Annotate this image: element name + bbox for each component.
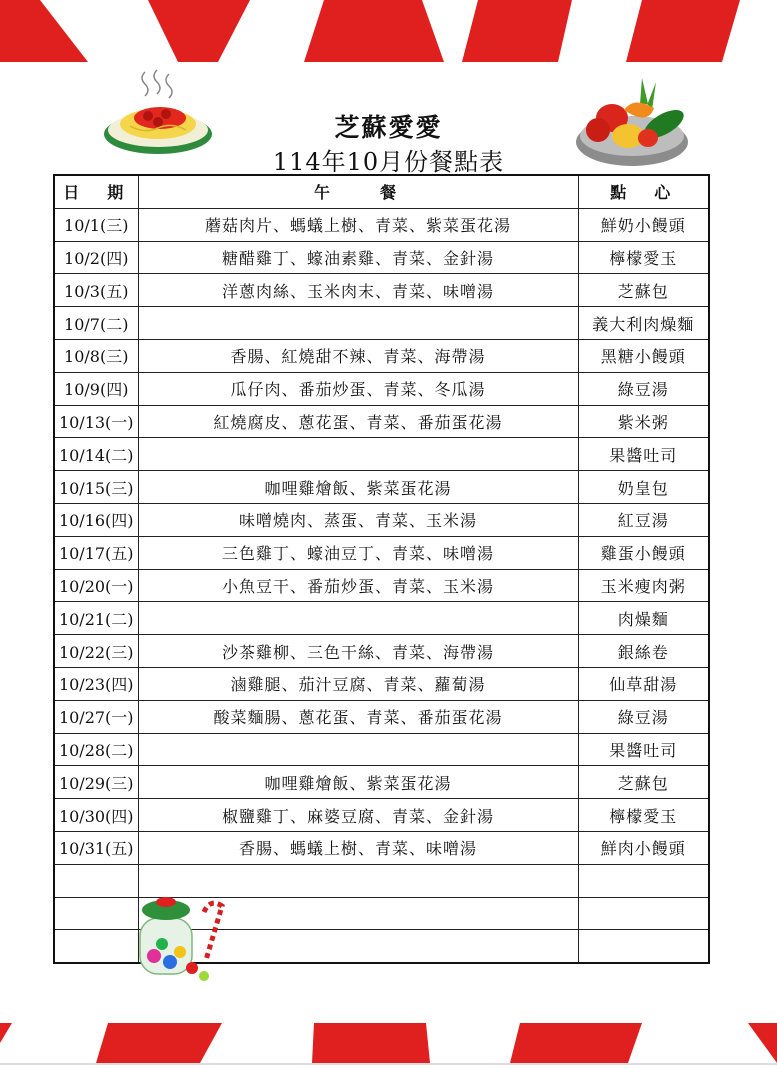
date-cell: 10/13(一) [54,405,138,438]
date-cell [54,930,138,963]
lunch-cell: 椒鹽雞丁、麻婆豆腐、青菜、金針湯 [138,799,578,832]
lunch-cell [138,307,578,340]
date-cell: 10/27(一) [54,700,138,733]
snack-cell: 奶皇包 [578,471,709,504]
date-cell: 10/31(五) [54,831,138,864]
header-date: 日 期 [54,175,138,208]
snack-cell: 黑糖小饅頭 [578,339,709,372]
date-cell: 10/17(五) [54,536,138,569]
snack-cell: 義大利肉燥麵 [578,307,709,340]
snack-cell: 果醬吐司 [578,438,709,471]
date-cell [54,864,138,897]
table-row [54,635,709,668]
meal-schedule-table [53,174,710,964]
header-row [54,175,709,208]
snack-cell [578,864,709,897]
table-row [54,733,709,766]
table-row [54,503,709,536]
date-cell: 10/15(三) [54,471,138,504]
bottom-stripe-border [0,1023,777,1069]
date-cell: 10/23(四) [54,667,138,700]
snack-cell [578,897,709,930]
date-cell: 10/22(三) [54,635,138,668]
snack-cell: 芝蘇包 [578,274,709,307]
table-row [54,799,709,832]
school-name: 芝蘇愛愛 [334,113,443,142]
lunch-cell: 酸菜麵腸、蔥花蛋、青菜、番茄蛋花湯 [138,700,578,733]
lunch-cell: 紅燒腐皮、蔥花蛋、青菜、番茄蛋花湯 [138,405,578,438]
snack-cell: 鮮肉小饅頭 [578,831,709,864]
table-body [54,208,709,963]
table-row [54,471,709,504]
date-cell: 10/7(二) [54,307,138,340]
table-row [54,766,709,799]
lunch-cell [138,602,578,635]
menu-title: 114年10月份餐點表 [272,148,505,176]
date-cell: 10/1(三) [54,208,138,241]
lunch-cell: 香腸、紅燒甜不辣、青菜、海帶湯 [138,339,578,372]
snack-cell: 銀絲卷 [578,635,709,668]
table-row [54,700,709,733]
date-cell: 10/21(二) [54,602,138,635]
table-row [54,405,709,438]
lunch-cell [138,438,578,471]
snack-cell: 仙草甜湯 [578,667,709,700]
date-cell: 10/16(四) [54,503,138,536]
top-stripe-border [0,0,777,62]
lunch-cell: 小魚豆干、番茄炒蛋、青菜、玉米湯 [138,569,578,602]
lunch-cell: 咖哩雞燴飯、紫菜蛋花湯 [138,766,578,799]
lunch-cell: 洋蔥肉絲、玉米肉末、青菜、味噌湯 [138,274,578,307]
snack-cell: 果醬吐司 [578,733,709,766]
table-row [54,438,709,471]
lunch-cell: 咖哩雞燴飯、紫菜蛋花湯 [138,471,578,504]
date-cell: 10/9(四) [54,372,138,405]
date-cell: 10/3(五) [54,274,138,307]
snack-cell: 雞蛋小饅頭 [578,536,709,569]
lunch-cell: 瓜仔肉、番茄炒蛋、青菜、冬瓜湯 [138,372,578,405]
table-row [54,372,709,405]
date-cell: 10/2(四) [54,241,138,274]
snack-cell: 芝蘇包 [578,766,709,799]
date-cell: 10/28(二) [54,733,138,766]
snack-cell: 綠豆湯 [578,700,709,733]
date-cell: 10/29(三) [54,766,138,799]
table-row [54,536,709,569]
lunch-cell: 滷雞腿、茄汁豆腐、青菜、蘿蔔湯 [138,667,578,700]
table-row [54,208,709,241]
lunch-cell: 味噌燒肉、蒸蛋、青菜、玉米湯 [138,503,578,536]
snack-cell: 鮮奶小饅頭 [578,208,709,241]
lunch-cell: 糖醋雞丁、蠔油素雞、青菜、金針湯 [138,241,578,274]
table-row [54,602,709,635]
candy-jar-illustration [132,892,232,984]
table-row [54,831,709,864]
snack-cell: 玉米瘦肉粥 [578,569,709,602]
snack-cell: 檸檬愛玉 [578,241,709,274]
table-row [54,339,709,372]
table-row [54,569,709,602]
lunch-cell: 香腸、螞蟻上樹、青菜、味噌湯 [138,831,578,864]
date-cell [54,897,138,930]
table-row [54,307,709,340]
date-cell: 10/20(一) [54,569,138,602]
snack-cell: 檸檬愛玉 [578,799,709,832]
snack-cell: 綠豆湯 [578,372,709,405]
lunch-cell [138,733,578,766]
lunch-cell: 蘑菇肉片、螞蟻上樹、青菜、紫菜蛋花湯 [138,208,578,241]
table-row [54,241,709,274]
table-row [54,274,709,307]
date-cell: 10/30(四) [54,799,138,832]
snack-cell: 肉燥麵 [578,602,709,635]
snack-cell: 紫米粥 [578,405,709,438]
date-cell: 10/8(三) [54,339,138,372]
header-snack: 點 心 [578,175,709,208]
header-lunch: 午 餐 [138,175,578,208]
lunch-cell: 三色雞丁、蠔油豆丁、青菜、味噌湯 [138,536,578,569]
date-cell: 10/14(二) [54,438,138,471]
snack-cell [578,930,709,963]
snack-cell: 紅豆湯 [578,503,709,536]
lunch-cell: 沙茶雞柳、三色干絲、青菜、海帶湯 [138,635,578,668]
table-row [54,667,709,700]
